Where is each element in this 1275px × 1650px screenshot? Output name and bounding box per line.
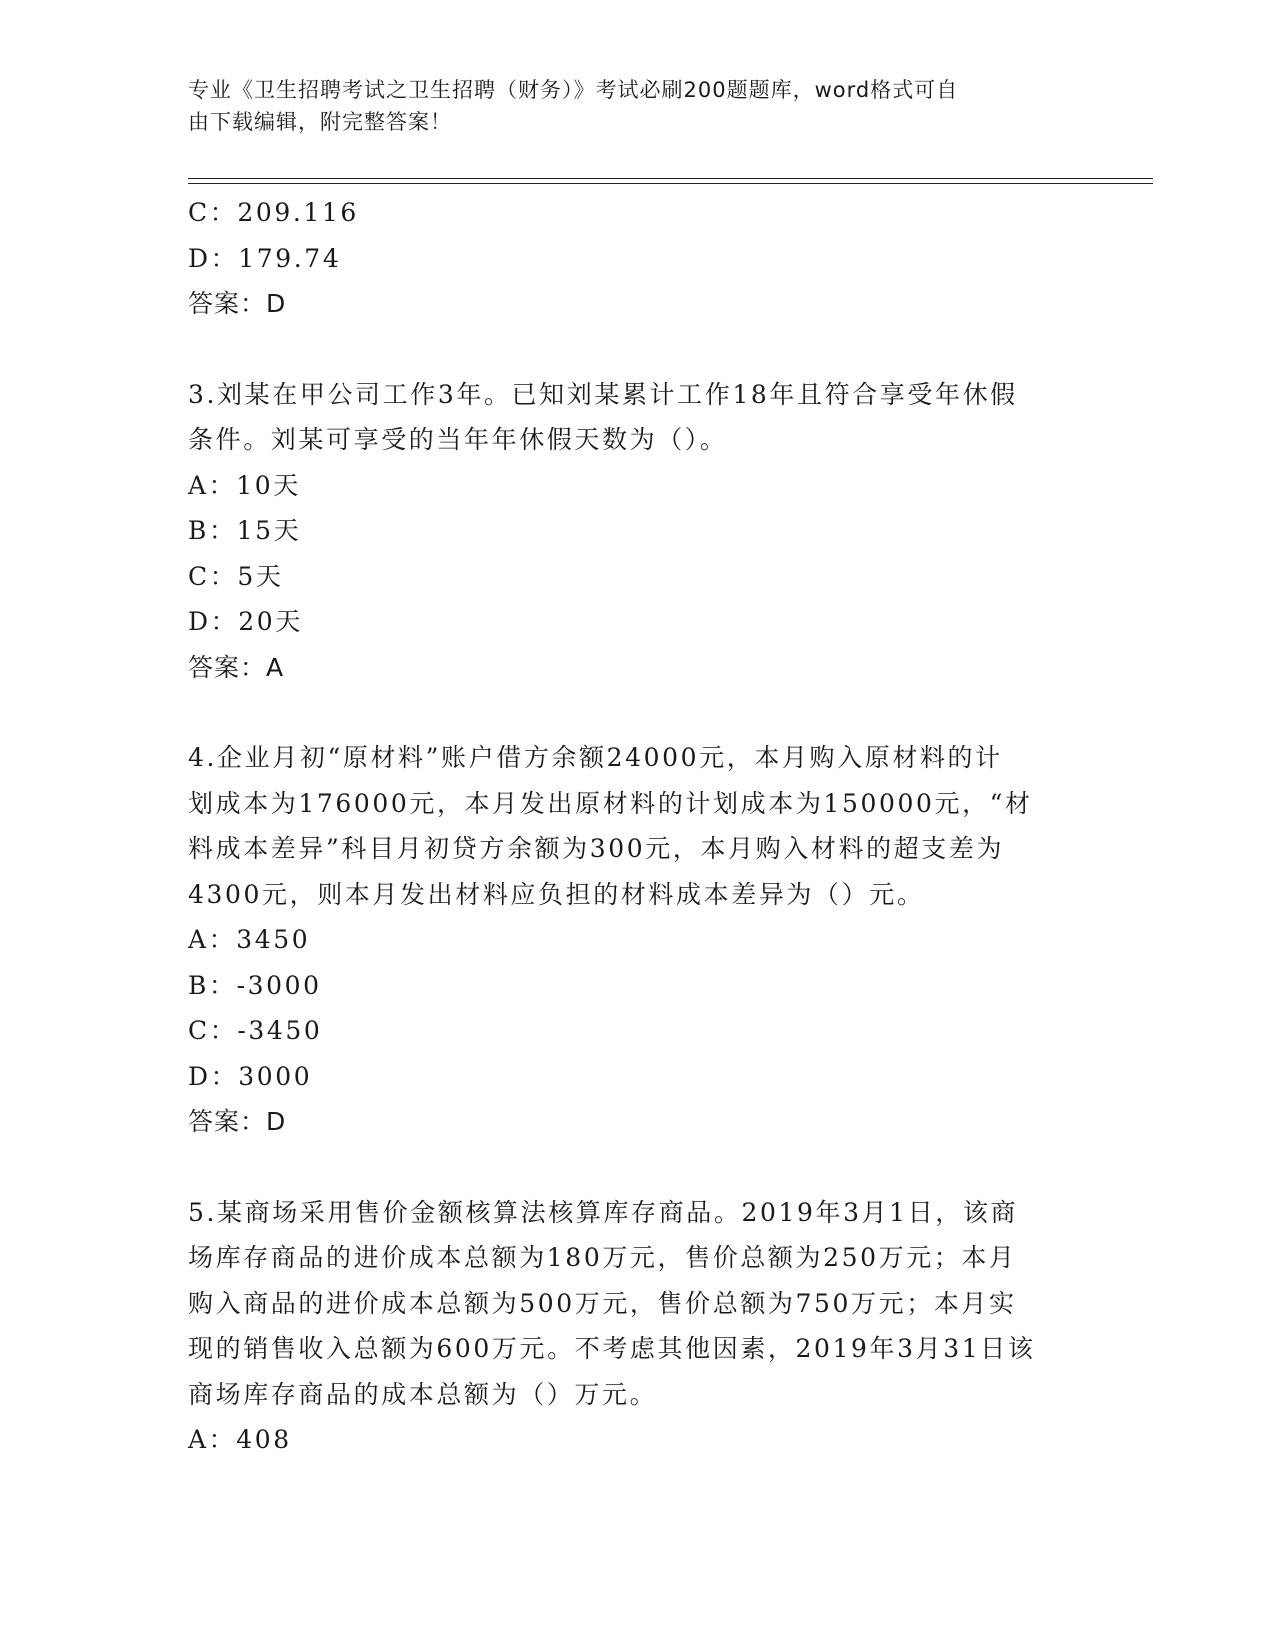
question-stem-line: 购入商品的进价成本总额为500万元，售价总额为750万元；本月实 bbox=[188, 1288, 1017, 1318]
header-divider-top bbox=[188, 178, 1153, 179]
question-stem-line: 条件。刘某可享受的当年年休假天数为（）。 bbox=[188, 425, 728, 454]
answer-line: 答案：D bbox=[188, 1107, 287, 1136]
header-line-1: 专业《卫生招聘考试之卫生招聘（财务）》考试必刷200题题库，word格式可自 bbox=[188, 78, 959, 102]
option-c: C：209.116 bbox=[188, 198, 359, 227]
page-header bbox=[188, 74, 1068, 138]
option-b: B：-3000 bbox=[188, 970, 322, 1000]
question-stem-line: 5.某商场采用售价金额核算法核算库存商品。2019年3月1日，该商 bbox=[188, 1197, 1019, 1227]
option-d: D：20天 bbox=[188, 607, 303, 636]
header-line-2: 由下载编辑，附完整答案！ bbox=[188, 110, 452, 134]
question-stem-line: 场库存商品的进价成本总额为180万元，售价总额为250万元；本月 bbox=[188, 1243, 1017, 1272]
option-c: C：-3450 bbox=[188, 1016, 323, 1045]
question-stem-line: 现的销售收入总额为600万元。不考虑其他因素，2019年3月31日该 bbox=[188, 1334, 1036, 1363]
option-a: A：10天 bbox=[188, 470, 301, 500]
option-c: C：5天 bbox=[188, 561, 284, 591]
answer-line: 答案：D bbox=[188, 289, 287, 318]
question-stem-line: 4.企业月初“原材料”账户借方余额24000元，本月购入原材料的计 bbox=[188, 743, 1003, 772]
question-stem-line: 4300元，则本月发出材料应负担的材料成本差异为（）元。 bbox=[188, 879, 925, 909]
spacer bbox=[188, 327, 1088, 372]
question-stem-line: 商场库存商品的成本总额为（）万元。 bbox=[188, 1379, 658, 1409]
option-a: A：3450 bbox=[188, 925, 311, 954]
option-b: B：15天 bbox=[188, 516, 302, 545]
spacer bbox=[188, 1145, 1088, 1190]
answer-line: 答案：A bbox=[188, 652, 285, 682]
option-d: D：3000 bbox=[188, 1061, 313, 1091]
question-4 bbox=[188, 735, 1088, 1145]
spacer bbox=[188, 690, 1088, 735]
question-list bbox=[188, 190, 1088, 1463]
question-stem-line: 3.刘某在甲公司工作3年。已知刘某累计工作18年且符合享受年休假 bbox=[188, 379, 1018, 409]
header-divider-bottom bbox=[188, 183, 1153, 184]
question-2-tail bbox=[188, 190, 1088, 327]
option-d: D：179.74 bbox=[188, 243, 342, 273]
question-stem-line: 划成本为176000元，本月发出原材料的计划成本为150000元，“材 bbox=[188, 788, 1033, 818]
question-3 bbox=[188, 372, 1088, 691]
question-stem-line: 料成本差异”科目月初贷方余额为300元，本月购入材料的超支差为 bbox=[188, 834, 1005, 863]
question-5 bbox=[188, 1190, 1088, 1463]
option-a: A：408 bbox=[188, 1425, 292, 1454]
